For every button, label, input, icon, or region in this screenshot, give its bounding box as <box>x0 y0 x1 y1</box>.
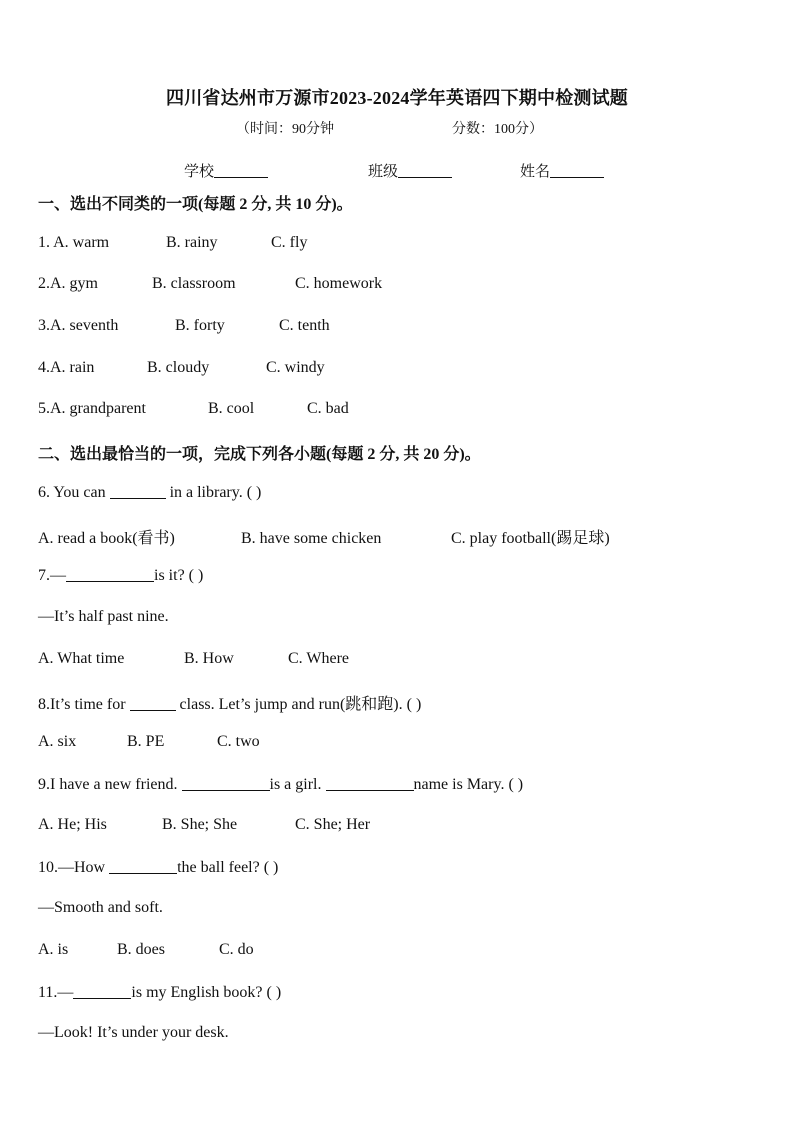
question-8-options <box>38 733 260 751</box>
question-9-text-end: name is Mary. ( ) <box>413 776 524 793</box>
option-a: 1. A. warm <box>38 234 110 251</box>
option-b: B. How <box>184 650 234 667</box>
question-10-options <box>38 941 254 959</box>
answer-blank[interactable] <box>73 983 131 999</box>
exam-time: （时间：90分钟 <box>236 122 334 137</box>
option-a: 3.A. seventh <box>38 317 119 334</box>
question-11-reply: —Look! It’s under your desk. <box>38 1024 229 1041</box>
question-9-text-mid: is a girl. <box>269 776 322 793</box>
option-c: C. Where <box>288 650 350 667</box>
answer-blank[interactable] <box>130 695 176 711</box>
question-7 <box>38 566 203 585</box>
question-6 <box>38 483 261 502</box>
name-blank[interactable] <box>550 162 604 178</box>
answer-blank-2[interactable] <box>326 775 414 791</box>
question-3 <box>38 317 330 335</box>
option-b: B. forty <box>175 317 225 334</box>
question-5 <box>38 400 349 418</box>
option-b: B. PE <box>127 733 165 750</box>
question-8 <box>38 691 421 714</box>
question-10-text-end: the ball feel? ( ) <box>177 859 279 876</box>
question-11-text-end: is my English book? ( ) <box>131 984 282 1001</box>
option-a: A. What time <box>38 650 125 667</box>
answer-blank[interactable] <box>109 858 177 874</box>
exam-score: 分数：100分） <box>452 122 543 137</box>
question-4 <box>38 359 325 377</box>
answer-blank[interactable] <box>66 566 154 582</box>
answer-blank-1[interactable] <box>182 775 270 791</box>
question-11 <box>38 983 281 1002</box>
school-label: 学校 <box>184 164 215 180</box>
option-c: C. tenth <box>279 317 330 334</box>
question-10-reply: —Smooth and soft. <box>38 899 163 916</box>
option-a: 2.A. gym <box>38 275 98 292</box>
section-1-heading: 一、选出不同类的一项(每题 2 分, 共 10 分)。 <box>38 196 353 213</box>
option-c: C. windy <box>266 359 325 376</box>
question-1 <box>38 234 307 252</box>
option-b: B. classroom <box>152 275 236 292</box>
answer-blank[interactable] <box>110 483 166 499</box>
name-field <box>520 160 604 181</box>
class-field <box>368 160 452 181</box>
option-c: C. two <box>217 733 260 750</box>
option-b: B. cloudy <box>147 359 210 376</box>
class-blank[interactable] <box>398 162 452 178</box>
option-b: B. does <box>117 941 165 958</box>
name-label: 姓名 <box>520 164 551 180</box>
question-10 <box>38 858 278 877</box>
page-title: 四川省达州市万源市2023-2024学年英语四下期中检测试题 <box>166 88 628 108</box>
option-b: B. She; She <box>162 816 238 833</box>
class-label: 班级 <box>368 164 399 180</box>
question-9-options <box>38 816 370 834</box>
question-9-text-start: 9.I have a new friend. <box>38 776 178 793</box>
question-6-text-end: in a library. ( ) <box>169 484 262 501</box>
question-8-text-end: class. Let’s jump and run(跳和跑). ( ) <box>179 696 422 713</box>
question-8-text-start: 8.It’s time for <box>38 696 126 713</box>
option-c: C. play football(踢足球) <box>451 530 610 547</box>
question-9 <box>38 775 523 794</box>
question-6-text-start: 6. You can <box>38 484 106 501</box>
option-c: C. fly <box>271 234 308 251</box>
question-7-text-end: is it? ( ) <box>154 567 204 584</box>
school-blank[interactable] <box>214 162 268 178</box>
section-2-heading: 二、选出最恰当的一项，完成下列各小题(每题 2 分, 共 20 分)。 <box>38 446 481 463</box>
option-a: A. six <box>38 733 77 750</box>
option-c: C. She; Her <box>295 816 371 833</box>
option-c: C. homework <box>295 275 383 292</box>
option-a: A. read a book(看书) <box>38 530 175 547</box>
question-2 <box>38 275 382 293</box>
question-7-options <box>38 650 349 668</box>
school-field <box>184 160 268 181</box>
question-10-text-start: 10.—How <box>38 859 106 876</box>
option-a: 5.A. grandparent <box>38 400 146 417</box>
option-b: B. have some chicken <box>241 530 382 547</box>
option-a: A. He; His <box>38 816 107 833</box>
question-7-text-start: 7.— <box>38 567 66 584</box>
question-11-text-start: 11.— <box>38 984 74 1001</box>
option-b: B. rainy <box>166 234 218 251</box>
option-c: C. bad <box>307 400 349 417</box>
question-7-reply: —It’s half past nine. <box>38 608 169 625</box>
option-b: B. cool <box>208 400 255 417</box>
option-c: C. do <box>219 941 254 958</box>
option-a: 4.A. rain <box>38 359 95 376</box>
option-a: A. is <box>38 941 69 958</box>
question-6-options <box>38 525 610 548</box>
